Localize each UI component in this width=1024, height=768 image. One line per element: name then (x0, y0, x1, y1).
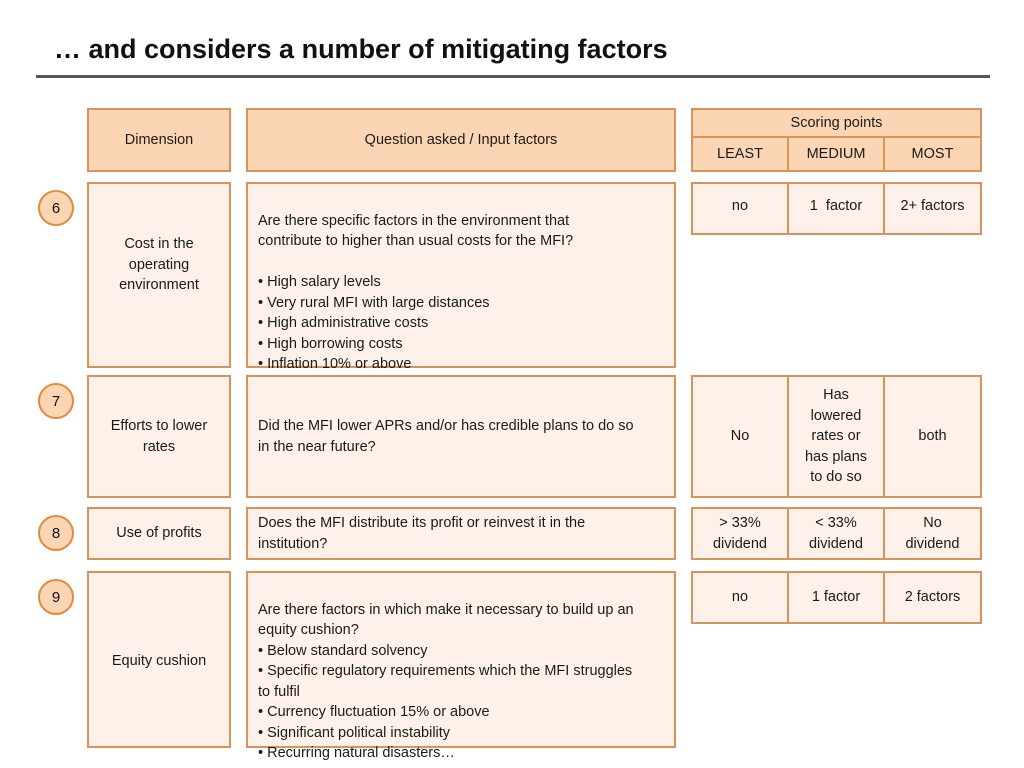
row-9-dimension (87, 571, 231, 748)
row-6-medium: 1 factor (789, 184, 885, 233)
row-9-scoring (691, 571, 982, 624)
row-7-least: No (693, 377, 789, 496)
header-question (246, 108, 676, 172)
row-8-question (246, 507, 676, 560)
row-6-scoring (691, 182, 982, 235)
row-8-medium: < 33% dividend (789, 509, 885, 558)
row-9-question-text: Are there factors in which make it necessary to build up an equity cushion? • Below standard solvency • Specific regulatory requirements which the MFI struggles to fulfil • Currency fluctuation 15% or above • Significant political instability • Recurring natural disasters… (258, 601, 634, 761)
row-6-least: no (693, 184, 789, 233)
row-9-least: no (693, 573, 789, 622)
row-7-dimension-label: Efforts to lower rates (110, 418, 208, 455)
header-most-label: MOST (911, 145, 954, 162)
row-9-medium: 1 factor (789, 573, 885, 622)
header-scoring-title (693, 110, 980, 138)
row-8-dimension-label: Use of profits (116, 525, 202, 542)
header-medium-label: MEDIUM (806, 145, 866, 162)
header-least-label: LEAST (717, 145, 763, 162)
row-6-dimension (87, 182, 231, 368)
row-6-number-badge: 6 (38, 190, 74, 226)
row-7-medium: Has lowered rates or has plans to do so (789, 377, 885, 496)
row-7-question (246, 375, 676, 498)
row-6-most: 2+ factors (900, 198, 965, 215)
row-9-question (246, 571, 676, 761)
row-8-dimension (87, 507, 231, 560)
row-7-scoring (691, 375, 982, 498)
row-9-most: 2 factors (904, 589, 961, 606)
header-least (693, 138, 789, 170)
row-6-question (246, 182, 676, 372)
row-9-number-badge: 9 (38, 579, 74, 615)
header-question-label: Question asked / Input factors (364, 131, 558, 148)
row-8-question-text: Does the MFI distribute its profit or reinvest it in the institution? (258, 515, 586, 552)
row-6-dimension-label: Cost in the operating environment (119, 236, 199, 294)
header-dimension-label: Dimension (124, 131, 194, 148)
row-7-question-text: Did the MFI lower APRs and/or has credible plans to do so in the near future? (258, 418, 634, 455)
header-scoring-label: Scoring points (790, 114, 883, 131)
row-8-number-badge: 8 (38, 515, 74, 551)
title-divider (36, 75, 990, 78)
header-dimension (87, 108, 231, 172)
row-8-most: No dividend (905, 515, 960, 552)
header-scoring (691, 108, 982, 172)
page-title: … and considers a number of mitigating factors (54, 34, 668, 64)
header-most (885, 138, 980, 170)
row-7-most: both (918, 428, 947, 445)
row-9-dimension-label: Equity cushion (111, 653, 207, 670)
header-medium (789, 138, 885, 170)
row-8-scoring (691, 507, 982, 560)
row-7-number-badge: 7 (38, 383, 74, 419)
row-8-least: > 33% dividend (693, 509, 789, 558)
row-6-question-text: Are there specific factors in the environment that contribute to higher than usual costs for the MFI? • High salary levels • Very rural MFI with large distances • High administrative costs • High borrowing costs • Inflation 10% or above (258, 212, 574, 372)
row-7-dimension (87, 375, 231, 498)
